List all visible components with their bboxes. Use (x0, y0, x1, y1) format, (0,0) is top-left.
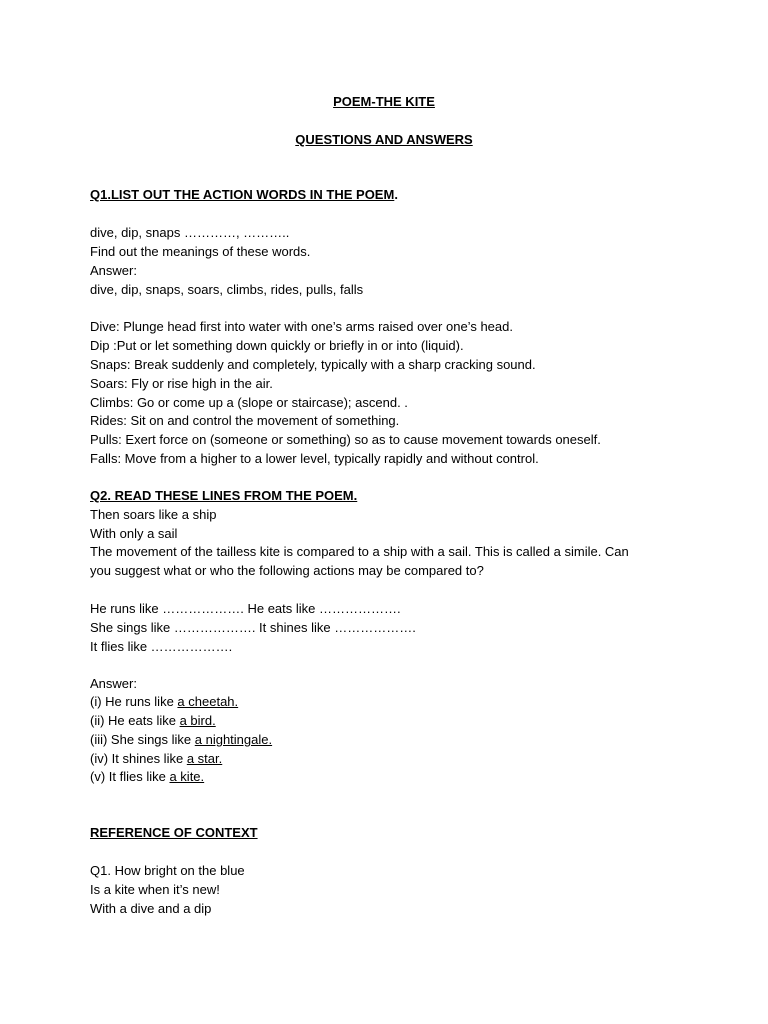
q1-heading-text: Q1.LIST OUT THE ACTION WORDS IN THE POEM (90, 187, 395, 202)
q2-answer-2 (90, 713, 216, 729)
meaning-soars: Soars: Fly or rise high in the air. (90, 376, 273, 391)
answer-prefix: (iii) She sings like (90, 732, 195, 747)
q1-instruction: Find out the meanings of these words. (90, 244, 311, 259)
reference-line-1: Q1. How bright on the blue (90, 863, 245, 878)
q2-prompt-2: She sings like ………………. It shines like ………………. (90, 620, 416, 635)
meaning-rides: Rides: Sit on and control the movement of something. (90, 413, 400, 428)
answer-value: a nightingale. (194, 732, 273, 747)
answer-value: a kite. (169, 769, 205, 784)
answer-prefix: (v) It flies like (90, 769, 170, 784)
meaning-snaps: Snaps: Break suddenly and completely, typically with a sharp cracking sound. (90, 357, 536, 372)
q2-prompt-3: It flies like ………………. (90, 639, 233, 654)
q2-heading: Q2. READ THESE LINES FROM THE POEM. (90, 488, 358, 503)
reference-line-2: Is a kite when it’s new! (90, 882, 220, 897)
q2-poem-line-1: Then soars like a ship (90, 507, 217, 522)
meaning-dive: Dive: Plunge head first into water with one’s arms raised over one’s head. (90, 319, 513, 334)
q1-heading (90, 187, 398, 203)
meaning-climbs: Climbs: Go or come up a (slope or staircase); ascend. . (90, 395, 408, 410)
document-subtitle: QUESTIONS AND ANSWERS (295, 132, 473, 147)
q2-answer-5 (90, 769, 204, 785)
answer-value: a bird. (179, 713, 216, 728)
q2-poem-line-2: With only a sail (90, 526, 178, 541)
q2-answer-label: Answer: (90, 676, 137, 691)
q1-answer-words: dive, dip, snaps, soars, climbs, rides, pulls, falls (90, 282, 364, 297)
q2-answer-4 (90, 751, 222, 767)
answer-value: a cheetah. (177, 694, 239, 709)
q2-prompt-1: He runs like ………………. He eats like ………………. (90, 601, 401, 616)
answer-prefix: (iv) It shines like (90, 751, 187, 766)
q2-explanation-2: you suggest what or who the following actions may be compared to? (90, 563, 484, 578)
meaning-pulls: Pulls: Exert force on (someone or something) so as to cause movement towards oneself. (90, 432, 601, 447)
q2-answer-3 (90, 732, 272, 748)
answer-prefix: (i) He runs like (90, 694, 178, 709)
document-title: POEM-THE KITE (333, 94, 435, 109)
meaning-falls: Falls: Move from a higher to a lower level, typically rapidly and without control. (90, 451, 539, 466)
answer-value: a star. (186, 751, 223, 766)
answer-prefix: (ii) He eats like (90, 713, 180, 728)
q2-explanation-1: The movement of the tailless kite is compared to a ship with a sail. This is called a simile. Can (90, 544, 629, 559)
q2-answer-1 (90, 694, 238, 710)
q1-prompt-words: dive, dip, snaps …………, ……….. (90, 225, 290, 240)
reference-heading: REFERENCE OF CONTEXT (90, 825, 258, 840)
reference-line-3: With a dive and a dip (90, 901, 212, 916)
meaning-dip: Dip :Put or let something down quickly or briefly in or into (liquid). (90, 338, 464, 353)
q1-answer-label: Answer: (90, 263, 137, 278)
q1-heading-period: . (394, 187, 398, 202)
